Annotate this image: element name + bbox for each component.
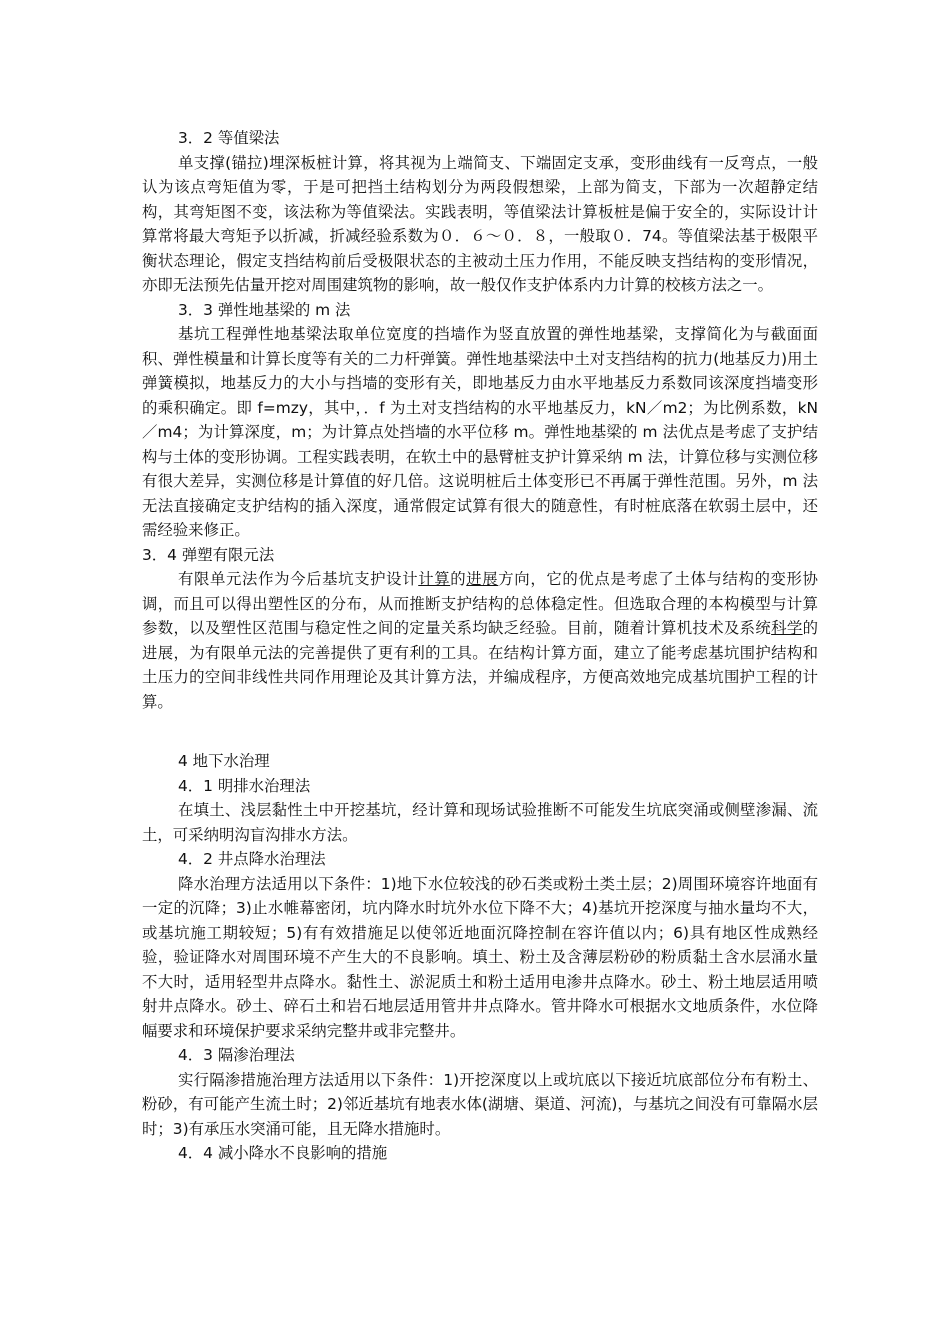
paragraph-seepage-barrier: 实行隔渗措施治理方法适用以下条件：1)开挖深度以上或坑底以下接近坑底部位分布有粉土、粉砂，有可能产生流土时；2)邻近基坑有地表水体(湖塘、渠道、河流)，与基坑之间没有可靠隔水层时；3)有承压水突涌可能，且无降水措施时。	[142, 1070, 818, 1138]
link-calculation[interactable]: 计算	[418, 570, 451, 588]
text-run: 的	[450, 570, 467, 588]
text-run: 的进展，为有限单元法的完善提供了更有利的工具。在结构计算方面，建立了能考虑基坑围护结构和土压力的空间非线性共同作用理论及其计算方法，并编成程序，方便高效地完成基坑围护工程的计算。	[142, 619, 818, 711]
section-heading-3-2: 3．2 等值梁法	[178, 129, 280, 147]
section-heading-4-3: 4．3 隔渗治理法	[178, 1046, 295, 1064]
section-heading-4: 4 地下水治理	[178, 752, 270, 770]
document-page	[142, 126, 818, 1166]
section-spacer	[142, 714, 818, 749]
paragraph-elastic-foundation: 基坑工程弹性地基梁法取单位宽度的挡墙作为竖直放置的弹性地基梁，支撑简化为与截面面积、弹性模量和计算长度等有关的二力杆弹簧。弹性地基梁法中土对支挡结构的抗力(地基反力)用土弹簧模拟，地基反力的大小与挡墙的变形有关，即地基反力由水平地基反力系数同该深度挡墙变形的乘积确定。即 f=mzy，其中，．f 为土对支挡结构的水平地基反力，kN／m2；为比例系数，kN／m4；为计算深度，m；为计算点处挡墙的水平位移 m。弹性地基梁的 m 法优点是考虑了支护结构与土体的变形协调。工程实践表明，在软土中的悬臂桩支护计算采纳 m 法，计算位移与实测位移有很大差异，实测位移是计算值的好几倍。这说明桩后土体变形已不再属于弹性范围。另外，m 法无法直接确定支护结构的插入深度，通常假定试算有很大的随意性，有时桩底落在软弱土层中，还需经验来修正。	[142, 325, 818, 539]
section-heading-4-1: 4．1 明排水治理法	[178, 776, 311, 795]
section-heading-3-4: 3．4 弹塑有限元法	[142, 545, 275, 564]
paragraph-well-point: 降水治理方法适用以下条件：1)地下水位较浅的砂石类或粉土类土层；2)周围环境容许地面有一定的沉降；3)止水帷幕密闭，坑内降水时坑外水位下降不大；4)基坑开挖深度与抽水量均不大，或基坑施工期较短；5)有有效措施足以使邻近地面沉降控制在容许值以内；6)具有地区性成熟经验，验证降水对周围环境不产生大的不良影响。填土、粉土及含薄层粉砂的粉质黏土含水层涌水量不大时，适用轻型井点降水。黏性土、淤泥质土和粉土适用电渗井点降水。砂土、粉土地层适用喷射井点降水。砂土、碎石土和岩石地层适用管井井点降水。管井降水可根据水文地质条件，水位降幅要求和环境保护要求采纳完整井或非完整井。	[142, 874, 818, 1040]
text-run: 有限单元法作为今后基坑支护设计	[178, 570, 419, 588]
paragraph-finite-element	[142, 567, 818, 714]
text-run: 方向，它的优点是考虑了土体与结构的变形协调，而且可以得出塑性区的分布，从而推断支护结构的总体稳定性。但选取合理的本构模型与计算参数，以及塑性区范围与稳定性之间的定量关系均缺乏经验。目前，随着计算机技术及系统	[142, 570, 818, 637]
section-heading-4-4: 4．4 减小降水不良影响的措施	[178, 1144, 388, 1162]
link-progress[interactable]: 进展	[466, 570, 499, 588]
section-heading-4-2: 4．2 井点降水治理法	[178, 850, 326, 868]
section-heading-3-3: 3．3 弹性地基梁的 m 法	[178, 300, 351, 319]
paragraph-equivalent-beam: 单支撑(锚拉)埋深板桩计算，将其视为上端简支、下端固定支承，变形曲线有一反弯点，一般认为该点弯矩值为零，于是可把挡土结构划分为两段假想梁，上部为简支，下部为一次超静定结构，其弯矩图不变，该法称为等值梁法。实践表明，等值梁法计算板桩是偏于安全的，实际设计计算常将最大弯矩予以折减，折减经验系数为０．６～０．８，一般取０．74。等值梁法基于极限平衡状态理论，假定支挡结构前后受极限状态的主被动土压力作用，不能反映支挡结构的变形情况，亦即无法预先估量开挖对周围建筑物的影响，故一般仅作支护体系内力计算的校核方法之一。	[142, 153, 818, 294]
link-science[interactable]: 科学	[771, 619, 803, 637]
paragraph-open-drainage: 在填土、浅层黏性土中开挖基坑，经计算和现场试验推断不可能发生坑底突涌或侧壁渗漏、流土，可采纳明沟盲沟排水方法。	[142, 801, 818, 844]
